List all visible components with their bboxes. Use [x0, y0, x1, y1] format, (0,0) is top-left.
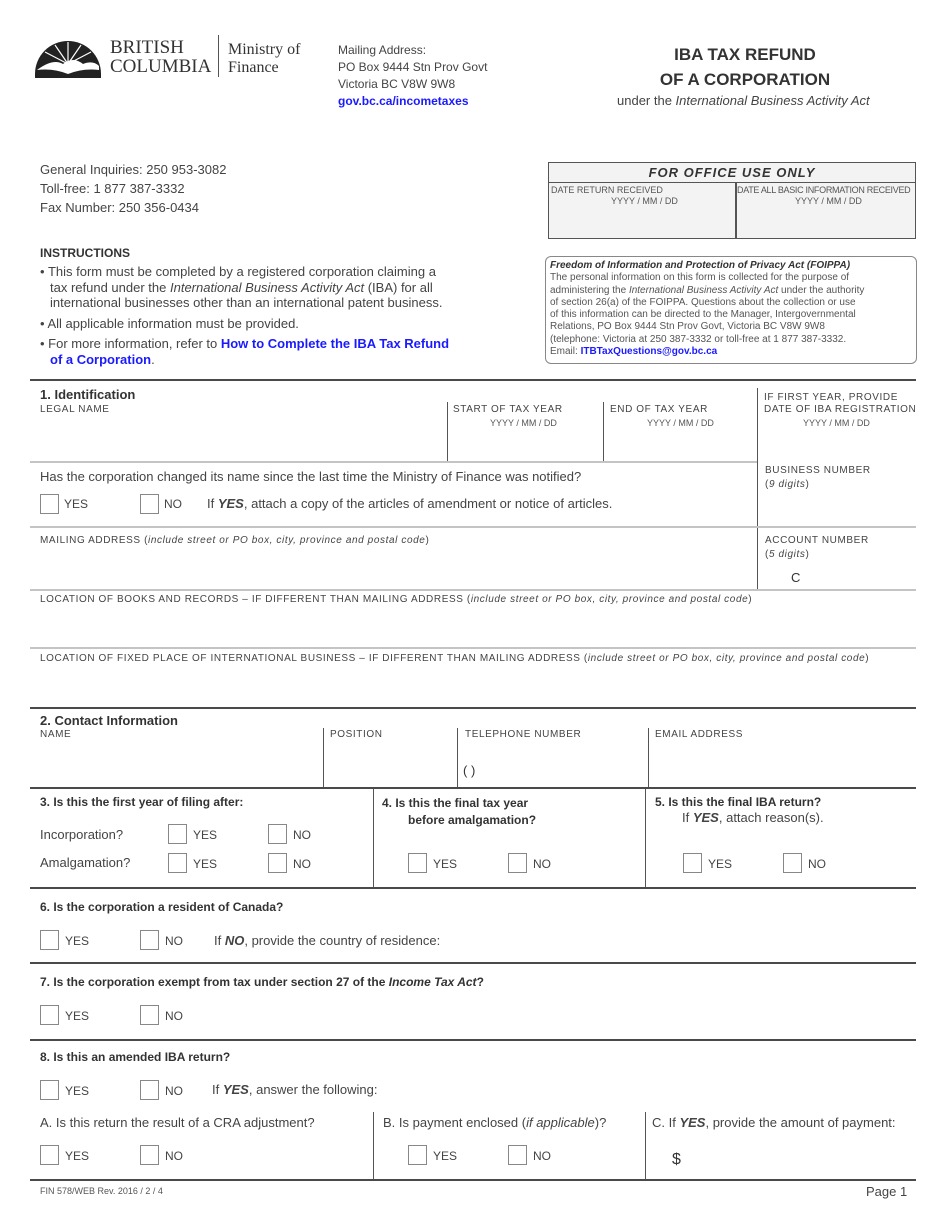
- section-divider: [30, 1039, 916, 1041]
- telephone-field[interactable]: [460, 745, 645, 785]
- date-all-info-label: DATE ALL BASIC INFORMATION RECEIVED: [737, 185, 911, 195]
- section-divider: [30, 962, 916, 964]
- iba-registration-label: [764, 392, 916, 416]
- date-format: YYYY / MM / DD: [490, 418, 557, 428]
- section-5-heading: 5. Is this the final IBA return?: [655, 795, 822, 809]
- no-label: NO: [165, 1084, 183, 1098]
- section-3-heading: 3. Is this the first year of filing after:: [40, 795, 244, 809]
- bottom-border: [30, 1179, 916, 1181]
- foippa-line: of this information can be directed to the Manager, Intergovernmental: [550, 309, 856, 321]
- title-line-2: OF A CORPORATION: [659, 70, 831, 89]
- amalgamation-label: Amalgamation?: [40, 855, 131, 870]
- contact-numbers: [40, 160, 226, 217]
- no-label: NO: [293, 828, 311, 842]
- fixed-place-label: LOCATION OF FIXED PLACE OF INTERNATIONAL BUSINESS – IF DIFFERENT THAN MAILING ADDRESS (include street or PO box, city, province and postal code): [40, 653, 870, 664]
- fax-number: Fax Number: 250 356-0434: [40, 200, 199, 215]
- email-label: EMAIL ADDRESS: [655, 729, 744, 740]
- account-number-field[interactable]: [805, 566, 913, 588]
- mail-line-1: PO Box 9444 Stn Prov Govt: [338, 60, 488, 74]
- no-label: NO: [533, 1149, 551, 1163]
- general-inquiries: General Inquiries: 250 953-3082: [40, 162, 227, 177]
- amended-yes-checkbox[interactable]: [40, 1080, 59, 1100]
- cra-adjustment-question: A. Is this return the result of a CRA adjustment?: [40, 1115, 315, 1130]
- incorporation-yes-checkbox[interactable]: [168, 824, 187, 844]
- section-5-instruction: If YES, attach reason(s).: [682, 810, 824, 825]
- start-tax-year-field[interactable]: [450, 430, 600, 460]
- date-format: YYYY / MM / DD: [611, 196, 678, 206]
- foippa-title: Freedom of Information and Protection of Privacy Act (FOIPPA): [550, 260, 851, 271]
- foippa-line: of section 26(a) of the FOIPPA. Questions about the collection or use: [550, 296, 856, 308]
- no-label: NO: [293, 857, 311, 871]
- instruction-1: • This form must be completed by a registered corporation claiming a: [40, 264, 436, 279]
- fixed-place-field[interactable]: [40, 668, 910, 704]
- section-7-heading: 7. Is the corporation exempt from tax under section 27 of the Income Tax Act?: [40, 975, 484, 989]
- end-tax-year-label: END OF TAX YEAR: [610, 404, 708, 415]
- country-of-residence-field[interactable]: [460, 928, 910, 952]
- name-change-no-checkbox[interactable]: [140, 494, 159, 514]
- yes-label: YES: [708, 857, 733, 871]
- yes-label: YES: [433, 1149, 458, 1163]
- contact-name-field[interactable]: [40, 745, 318, 785]
- foippa-line: [550, 285, 912, 297]
- email-link[interactable]: ITBTaxQuestions@gov.bc.ca: [580, 346, 718, 358]
- final-tax-year-yes-checkbox[interactable]: [408, 853, 427, 873]
- payment-yes-checkbox[interactable]: [408, 1145, 427, 1165]
- form-title: [580, 42, 910, 92]
- section-2-heading: 2. Contact Information: [40, 713, 178, 728]
- page-number: Page 1: [866, 1184, 908, 1199]
- payment-amount-field[interactable]: [688, 1146, 910, 1174]
- act-name: International Business Activity Act: [169, 279, 365, 295]
- yes-label: YES: [193, 828, 218, 842]
- text: For more information, refer to: [48, 336, 221, 351]
- payment-no-checkbox[interactable]: [508, 1145, 527, 1165]
- section-divider: [30, 887, 916, 889]
- section-6-heading: 6. Is the corporation a resident of Canada?: [40, 900, 284, 914]
- final-tax-year-no-checkbox[interactable]: [508, 853, 527, 873]
- toll-free: Toll-free: 1 877 387-3332: [40, 181, 185, 196]
- yes-label: YES: [65, 934, 90, 948]
- account-prefix: C: [791, 570, 801, 585]
- final-return-no-checkbox[interactable]: [783, 853, 802, 873]
- incorporation-no-checkbox[interactable]: [268, 824, 287, 844]
- text: All applicable information must be provided.: [47, 315, 299, 331]
- text: BUSINESS NUMBER: [765, 465, 871, 476]
- ministry-line-2: Finance: [228, 59, 279, 76]
- instructions-list: [40, 264, 449, 367]
- instruction-1-cont: [40, 280, 449, 296]
- logo-divider: [218, 35, 219, 77]
- bc-sun-mountain-icon: [33, 34, 103, 78]
- cra-yes-checkbox[interactable]: [40, 1145, 59, 1165]
- name-change-instruction: [207, 496, 612, 511]
- books-location-label: LOCATION OF BOOKS AND RECORDS – IF DIFFERENT THAN MAILING ADDRESS (include street or PO box, city, province and postal code): [40, 594, 753, 605]
- yes-label: YES: [193, 857, 218, 871]
- text: , attach a copy of the articles of amendment or notice of articles.: [243, 496, 613, 511]
- incorporation-label: Incorporation?: [40, 827, 124, 842]
- text: .: [151, 351, 155, 367]
- form-number: FIN 578/WEB Rev. 2016 / 2 / 4: [40, 1186, 163, 1196]
- amended-instruction: If YES, answer the following:: [212, 1082, 378, 1097]
- amalgamation-no-checkbox[interactable]: [268, 853, 287, 873]
- subtitle-prefix: under the: [617, 93, 676, 108]
- website-link[interactable]: gov.bc.ca/incometaxes: [338, 94, 469, 108]
- legal-name-field[interactable]: [40, 418, 440, 458]
- section-divider: [30, 787, 916, 789]
- logo-wordmark: [110, 38, 211, 76]
- yes-label: YES: [65, 1084, 90, 1098]
- no-label: NO: [808, 857, 826, 871]
- exempt-no-checkbox[interactable]: [140, 1005, 159, 1025]
- text: IF FIRST YEAR, PROVIDE: [764, 392, 898, 403]
- office-use-title: FOR OFFICE USE ONLY: [549, 163, 915, 183]
- yes-label: YES: [433, 857, 458, 871]
- text: YES: [217, 496, 244, 511]
- no-label: NO: [165, 934, 183, 948]
- business-number-field[interactable]: [760, 495, 914, 523]
- section-divider: [30, 707, 916, 709]
- name-change-question: Has the corporation changed its name since the last time the Ministry of Finance was notified?: [40, 469, 582, 484]
- yes-label: YES: [65, 1009, 90, 1023]
- no-label: NO: [165, 1009, 183, 1023]
- logo-text-british: BRITISH: [110, 37, 184, 58]
- mail-label: Mailing Address:: [338, 43, 427, 57]
- instruction-2: • All applicable information must be provided.: [40, 315, 299, 331]
- section-divider: [30, 379, 916, 381]
- mailing-address: [338, 42, 487, 110]
- act-name: International Business Activity Act: [628, 284, 779, 296]
- no-label: NO: [533, 857, 551, 871]
- text: administering the: [550, 284, 629, 296]
- date-return-received-label: DATE RETURN RECEIVED: [551, 185, 663, 195]
- text: tax refund under the: [50, 279, 170, 295]
- date-format: YYYY / MM / DD: [803, 418, 870, 428]
- foippa-line: Relations, PO Box 9444 Stn Prov Govt, Victoria BC V8W 9W8: [550, 321, 825, 333]
- payment-amount-question: C. If YES, provide the amount of payment:: [652, 1115, 896, 1130]
- account-number-label: ACCOUNT NUMBER (5 digits): [765, 535, 869, 560]
- bc-logo: [33, 34, 103, 78]
- foippa-line: The personal information on this form is collected for the purpose of: [550, 272, 850, 284]
- subtitle-act: International Business Activity Act: [675, 93, 870, 108]
- form-subtitle: [617, 93, 870, 108]
- text: (IBA) for all: [364, 279, 433, 295]
- business-number-label: BUSINESS NUMBER (9 digits): [765, 465, 871, 490]
- dollar-sign: $: [672, 1151, 681, 1168]
- text: under the authority: [778, 284, 865, 296]
- text: If: [207, 496, 218, 511]
- title-line-1: IBA TAX REFUND: [674, 45, 816, 64]
- how-to-complete-link[interactable]: How to Complete the IBA Tax Refund: [220, 336, 450, 351]
- section-1-heading: 1. Identification: [40, 387, 136, 402]
- foippa-email: [550, 346, 912, 358]
- instructions-heading: INSTRUCTIONS: [40, 246, 130, 260]
- ministry-name: [228, 41, 300, 77]
- text: 5 digits: [768, 549, 806, 560]
- how-to-complete-link-cont[interactable]: of a Corporation: [50, 351, 152, 367]
- legal-name-label: LEGAL NAME: [40, 404, 110, 415]
- mail-line-2: Victoria BC V8W 9W8: [338, 77, 456, 91]
- iba-registration-date-field[interactable]: [760, 430, 914, 460]
- residence-instruction: If NO, provide the country of residence:: [214, 933, 441, 948]
- no-label: NO: [164, 497, 182, 511]
- ministry-line-1: Ministry of: [228, 41, 301, 58]
- mailing-address-field[interactable]: [40, 550, 750, 586]
- text: 9 digits: [768, 479, 806, 490]
- position-field[interactable]: [326, 745, 454, 785]
- instruction-3: • For more information, refer to How to Complete the IBA Tax Refund: [40, 336, 450, 351]
- date-format: YYYY / MM / DD: [795, 196, 862, 206]
- end-tax-year-field[interactable]: [606, 430, 754, 460]
- foippa-box: [545, 256, 917, 364]
- section-8-heading: 8. Is this an amended IBA return?: [40, 1050, 231, 1064]
- foippa-line: (telephone: Victoria at 250 387-3332 or toll-free at 1 877 387-3332.: [550, 333, 847, 345]
- books-location-field[interactable]: [40, 608, 910, 644]
- payment-enclosed-question: B. Is payment enclosed (if applicable)?: [383, 1115, 607, 1130]
- no-label: NO: [165, 1149, 183, 1163]
- section-4-heading: 4. Is this the final tax year before amalgamation?: [382, 796, 537, 827]
- yes-label: YES: [64, 497, 89, 511]
- amalgamation-yes-checkbox[interactable]: [168, 853, 187, 873]
- cra-no-checkbox[interactable]: [140, 1145, 159, 1165]
- email-field[interactable]: [651, 745, 913, 785]
- instruction-1-end: international businesses other than an international patent business.: [50, 295, 443, 310]
- name-change-yes-checkbox[interactable]: [40, 494, 59, 514]
- amended-no-checkbox[interactable]: [140, 1080, 159, 1100]
- resident-yes-checkbox[interactable]: [40, 930, 59, 950]
- yes-label: YES: [65, 1149, 90, 1163]
- final-return-yes-checkbox[interactable]: [683, 853, 702, 873]
- text: ACCOUNT NUMBER: [765, 535, 869, 546]
- mailing-address-label: MAILING ADDRESS (include street or PO box, city, province and postal code): [40, 535, 430, 546]
- email-label: Email:: [550, 346, 581, 358]
- contact-name-label: NAME: [40, 729, 72, 740]
- text: This form must be completed by a registered corporation claiming a: [47, 264, 436, 279]
- text: DATE OF IBA REGISTRATION: [764, 404, 917, 415]
- logo-text-columbia: COLUMBIA: [110, 56, 212, 77]
- resident-no-checkbox[interactable]: [140, 930, 159, 950]
- exempt-yes-checkbox[interactable]: [40, 1005, 59, 1025]
- position-label: POSITION: [330, 729, 383, 740]
- date-format: YYYY / MM / DD: [647, 418, 714, 428]
- area-code-parens: ( ): [463, 763, 476, 778]
- telephone-label: TELEPHONE NUMBER: [465, 729, 582, 740]
- start-tax-year-label: START OF TAX YEAR: [453, 404, 563, 415]
- office-use-box: [548, 162, 916, 239]
